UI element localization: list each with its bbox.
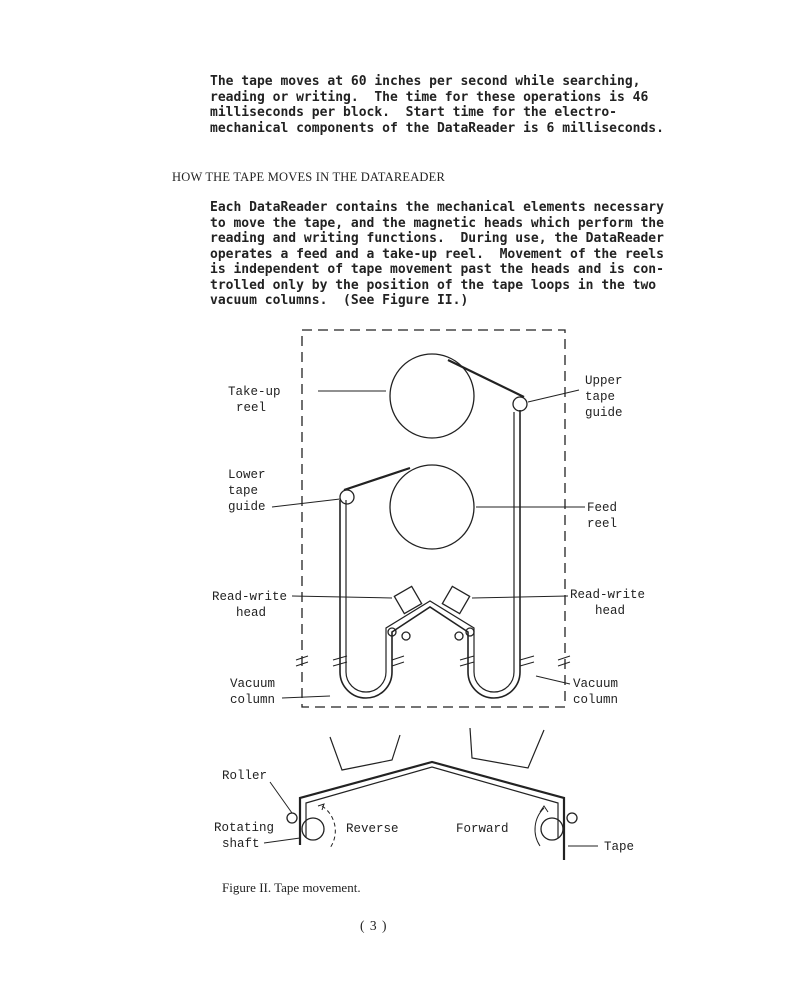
section-line: vacuum columns. (See Figure II.): [210, 293, 469, 308]
lower-tape-path-inner: [306, 767, 558, 838]
section-heading: HOW THE TAPE MOVES IN THE DATAREADER: [172, 170, 446, 184]
section-line: reading and writing functions. During use, the DataReader: [210, 231, 664, 246]
section-line: is independent of tape movement past the heads and is con-: [210, 262, 664, 277]
intro-line: The tape moves at 60 inches per second while searching,: [210, 74, 641, 89]
page-number: ( 3 ): [360, 918, 388, 933]
label-lower-1: Lower: [228, 468, 266, 482]
upper-tape-guide: [513, 397, 527, 411]
datareader-enclosure: [302, 330, 565, 707]
label-rwr-2: head: [595, 604, 626, 618]
label-upper-3: guide: [585, 406, 623, 420]
figure-caption: Figure II. Tape movement.: [222, 880, 361, 895]
label-feed-1: Feed: [587, 501, 618, 515]
lower-head-housing-right: [470, 728, 544, 768]
label-rwl-2: head: [236, 606, 267, 620]
label-vacr-1: Vacuum: [573, 677, 619, 691]
section-line: operates a feed and a take-up reel. Movement of the reels: [210, 246, 664, 262]
tape-left-loop-inner: [346, 412, 514, 692]
label-vacr-2: column: [573, 693, 619, 707]
section-line: trolled only by the position of the tape loops in the two: [210, 277, 657, 293]
lower-tape-path: [300, 762, 564, 860]
read-write-head-left: [394, 586, 421, 613]
label-roller: Roller: [222, 769, 268, 783]
label-forward: Forward: [456, 822, 509, 836]
label-rwr-1: Read-write: [570, 588, 646, 602]
forward-arrow: [535, 808, 544, 846]
tape-left-loop: [340, 410, 520, 698]
section-line: to move the tape, and the magnetic heads which perform the: [210, 215, 664, 231]
intro-line: milliseconds per block. Start time for the electro-: [210, 105, 617, 120]
roller-mid-right: [455, 632, 463, 640]
label-rwl-1: Read-write: [212, 590, 288, 604]
lower-tape-guide: [340, 490, 354, 504]
label-takeup-2: reel: [236, 401, 267, 415]
lower-head-housing-left: [330, 735, 400, 770]
intro-line: reading or writing. The time for these operations is 46: [210, 89, 649, 105]
label-feed-2: reel: [587, 517, 618, 531]
label-takeup-1: Take-up: [228, 385, 281, 399]
label-lower-2: tape: [228, 484, 259, 498]
label-vacl-1: Vacuum: [230, 677, 276, 691]
section-line: Each DataReader contains the mechanical elements necessary: [210, 200, 664, 215]
read-write-head-right: [442, 586, 469, 613]
label-rot-1: Rotating: [214, 821, 275, 835]
roller-lower-right: [567, 813, 577, 823]
rotating-shaft-right: [541, 818, 563, 840]
feed-reel: [390, 465, 474, 549]
tape-path-upper: [448, 360, 524, 397]
roller-lower-left: [287, 813, 297, 823]
label-lower-3: guide: [228, 500, 266, 514]
label-tape: Tape: [604, 840, 635, 854]
label-reverse: Reverse: [346, 822, 399, 836]
intro-line: mechanical components of the DataReader is 6 milliseconds.: [210, 120, 664, 136]
label-upper-2: tape: [585, 390, 616, 404]
label-vacl-2: column: [230, 693, 276, 707]
label-upper-1: Upper: [585, 374, 623, 388]
label-rot-2: shaft: [222, 837, 260, 851]
rotating-shaft-left: [302, 818, 324, 840]
roller-mid-left: [402, 632, 410, 640]
